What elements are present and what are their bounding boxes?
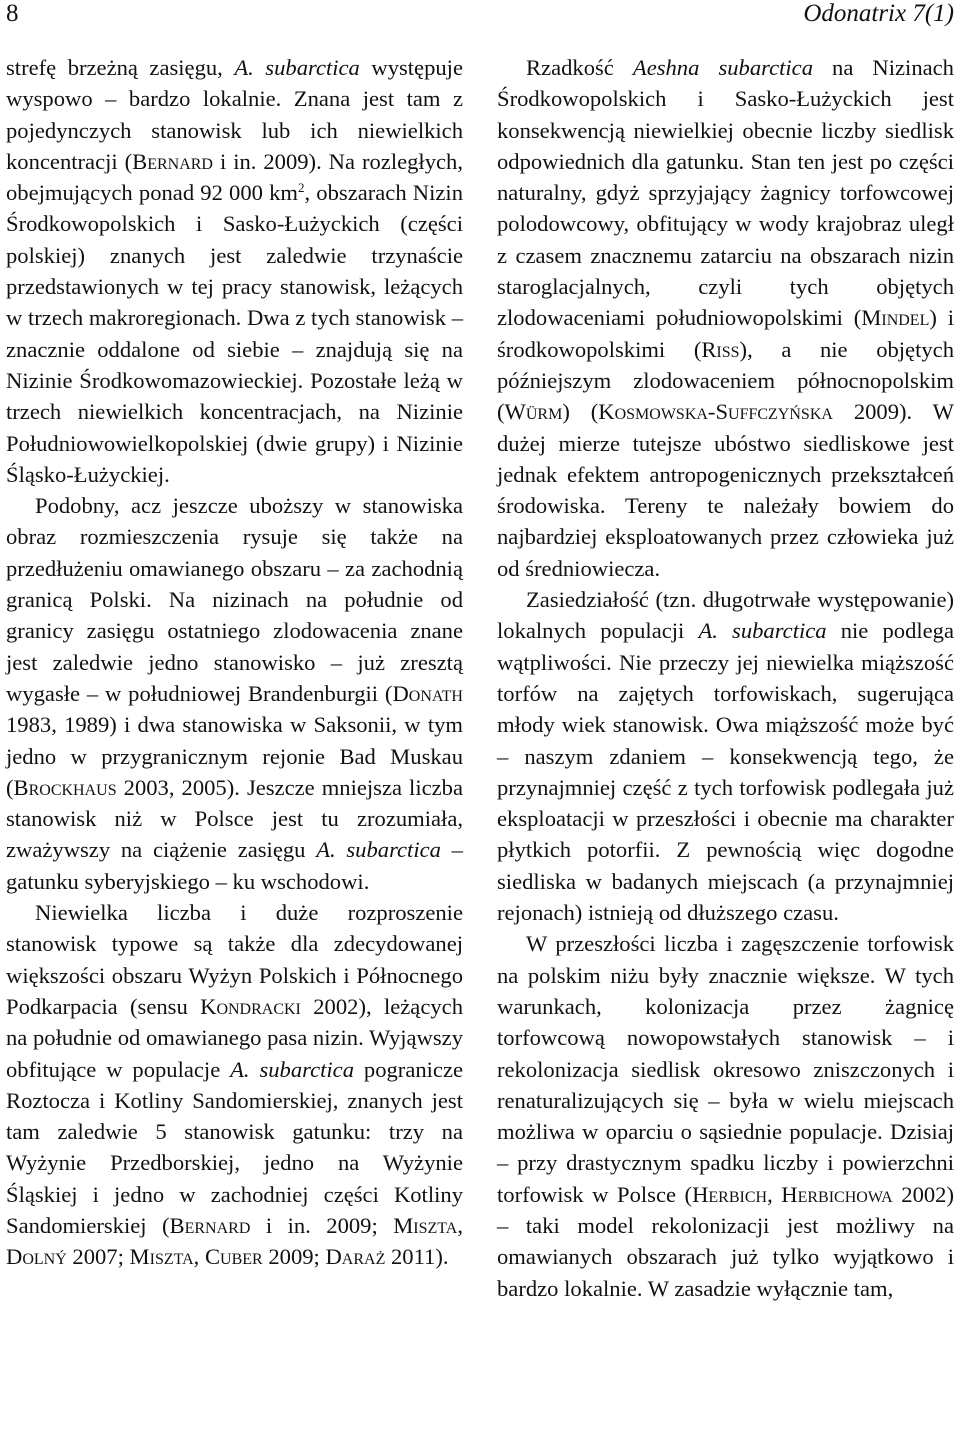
right-column	[497, 52, 954, 1304]
paragraph: Rzadkość Aeshna subarctica na Nizinach Środkowopolskich i Sasko-Łużyckich jest konsekwencją niewielkiej obecnie liczby siedlisk odpowiednich dla gatunku. Stan ten jest po części naturalny, gdyż sprzyjający żagnicy torfowcowej polodowcowy, obfitujący w wody krajobraz uległ z czasem znacznemu zatarciu na obszarach nizin staroglacjalnych, czyli tych objętych zlodowaceniami południowopolskimi (Mindel) i środkowopolskimi (Riss), a nie objętych późniejszym zlodowaceniem północnopolskim (Würm) (Kosmowska-Suffczyńska 2009). W dużej mierze tutejsze ubóstwo siedliskowe jest jednak efektem antropogenicznych przekształceń środowiska. Tereny te należały bowiem do najbardziej eksploatowanych przez człowieka już od średniowiecza.	[497, 55, 955, 581]
author-name: Daraż	[325, 1244, 386, 1270]
paragraph: Niewielka liczba i duże rozproszenie stanowisk typowe są także dla zdecydowanej większości obszaru Wyżyn Polskich i Północnego Podkarpacia (sensu Kondracki 2002), leżących na południe od omawianego pasa nizin. Wyjąwszy obfitujące w populacje A. subarctica pogranicze Roztocza i Kotliny Sandomierskiej, znanych jest tam zaledwie 5 stanowisk gatunku: trzy na Wyżynie Przedborskiej, jedno na Wyżynie Śląskiej i jedno w zachodniej części Kotliny Sandomierskiej (Bernard i in. 2009; Miszta, Dolný 2007; Miszta, Cuber 2009; Daraż 2011).	[6, 900, 463, 1270]
author-name: Brockhaus	[13, 774, 117, 800]
author-name: Donath	[392, 680, 463, 706]
paragraph: W przeszłości liczba i zagęszczenie torfowisk na polskim niżu były znacznie większe. W tych warunkach, kolonizacja przez żagnicę torfowcową nowopowstałych stanowisk – i rekolonizacja siedlisk okresowo zniszczonych i renaturalizujących się – była w wielu miejscach możliwa w oparciu o sąsiednie populacje. Dzisiaj – przy drastycznym spadku liczby i powierzchni torfowisk w Polsce (Herbich, Herbichowa 2002) – taki model rekolonizacji jest możliwy na omawianych obszarach już tylko wyjątkowo i bardzo lokalnie. W zasadzie wyłącznie tam,	[497, 931, 954, 1301]
superscript: 2	[297, 180, 305, 196]
species-name: A. subarctica	[316, 837, 441, 863]
glaciation-name: Würm	[504, 399, 563, 425]
author-name: Cuber	[204, 1244, 263, 1270]
paragraph: Podobny, acz jeszcze uboższy w stanowiska obraz rozmieszczenia rysuje się także na przedłużeniu omawianego obszaru – za zachodnią granicą Polski. Na nizinach na południe od granicy zasięgu ostatniego zlodowacenia znane jest zaledwie jedno stanowisko – już zresztą wygasłe – w południowej Brandenburgii (Donath 1983, 1989) i dwa stanowiska w Saksonii, w tym jedno w przygranicznym rejonie Bad Muskau (Brockhaus 2003, 2005). Jeszcze mniejsza liczba stanowisk niż w Polsce jest tu zrozumiała, zważywszy na ciążenie zasięgu A. subarctica – gatunku syberyjskiego – ku wschodowi.	[6, 493, 463, 894]
species-name: A. subarctica	[234, 55, 360, 80]
paragraph: Zasiedziałość (tzn. długotrwałe występowanie) lokalnych populacji A. subarctica nie podlega wątpliwości. Nie przeczy jej niewielka miąższość torfów na zajętych torfowiskach, sugerująca młody wiek stanowisk. Owa miąższość może być – naszym zdaniem – konsekwencją tego, że przynajmniej część z tych torfowisk podlegała już eksploatacji w przeszłości i obecnie ma charakter płytkich potorfii. Z pewnością więc dogodne siedliska w badanych miejscach (a przynajmniej rejonach) istnieją od dłuższego czasu.	[497, 587, 954, 926]
author-name: Miszta	[129, 1244, 194, 1270]
author-name: Miszta	[393, 1212, 458, 1238]
author-name: Kondracki	[200, 993, 301, 1019]
glaciation-name: Mindel	[861, 305, 930, 331]
page-number: 8	[6, 0, 19, 27]
paragraph: strefę brzeżną zasięgu, A. subarctica występuje wyspowo – bardzo lokalnie. Znana jest tam z pojedynczych stanowisk lub ich niewielkich koncentracji (Bernard i in. 2009). Na rozległych, obejmujących ponad 92 000 $km^2$, obszarach Nizin Środkowopolskich i Sasko-Łużyckich (części polskiej) znanych jest zaledwie trzynaście przedstawionych w tej pracy stanowisk, leżących w trzech makroregionach. Dwa z tych stanowisk – znacznie oddalone od siebie – znajdują się na Nizinie Środkowomazowieckiej. Pozostałe leżą w trzech niewielkich koncentracjach, na Nizinie Południowowielkopolskiej (dwie grupy) i Nizinie Śląsko-Łużyckiej.	[6, 55, 463, 487]
author-name: Dolný	[6, 1244, 67, 1270]
author-name: Bernard	[169, 1212, 251, 1238]
author-name: Herbichowa	[781, 1181, 893, 1207]
running-head: Odonatrix 7(1)	[803, 0, 954, 27]
author-name: Bernard	[132, 148, 213, 174]
left-column	[6, 52, 463, 1273]
species-name: A. subarctica	[230, 1056, 355, 1082]
author-name: Herbich	[692, 1181, 768, 1207]
glaciation-name: Riss	[701, 336, 740, 362]
author-name: Kosmowska-Suffczyńska	[598, 399, 833, 425]
species-name: Aeshna subarctica	[632, 55, 813, 80]
species-name: A. subarctica	[698, 618, 827, 644]
